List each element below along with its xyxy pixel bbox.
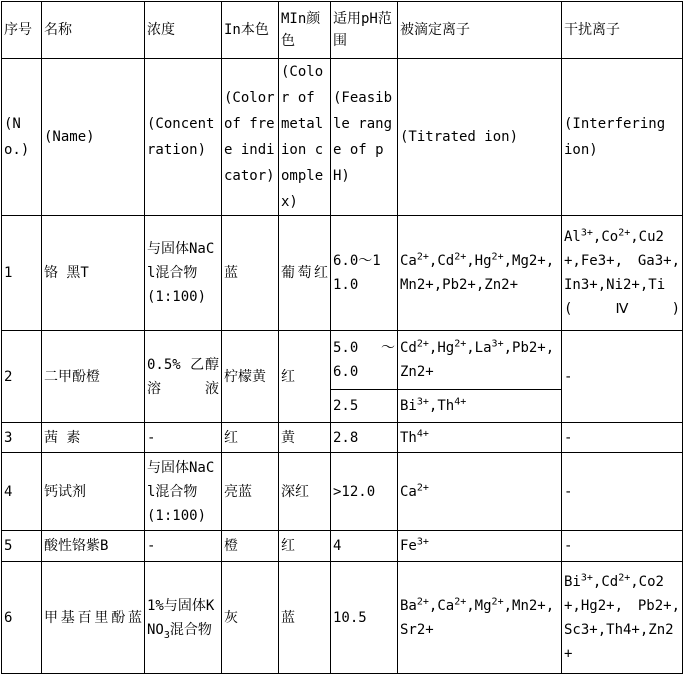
row-name: 二甲酚橙 xyxy=(42,331,145,423)
row-titrated-ions-alt: $Bi^{3+},Th^{4+}$ xyxy=(398,390,562,423)
header-name: 名称 xyxy=(42,2,145,59)
header-en-concentration: (Concentration) xyxy=(145,59,222,216)
row-interfering-ions: $Al^{3+},Co^{2+},Cu2+,Fe3+$, Ga3+,In3+,Ni2+,Ti(Ⅳ) xyxy=(562,216,683,331)
row-ph: 6.0～11.0 xyxy=(331,216,398,331)
row-interfering-ions: $Bi^{3+},Cd^{2+},Co2+,Hg2+$, Pb2+,Sc3+,Th4+,Zn2+ xyxy=(562,562,683,674)
row-no: 6 xyxy=(2,562,42,674)
row-titrated-ions: $Ba^{2+},Ca^{2+},Mg^{2+},Mn2+,Sr2+$ xyxy=(398,562,562,674)
row-indicator-color: 橙 xyxy=(222,531,279,562)
table-row xyxy=(2,531,683,562)
table-row xyxy=(2,423,683,453)
row-ph: 4 xyxy=(331,531,398,562)
header-en-ph-range: (Feasible range of pH) xyxy=(331,59,398,216)
row-name: 酸性铬紫B xyxy=(42,531,145,562)
row-concentration: 0.5% 乙醇溶液 xyxy=(145,331,222,423)
row-indicator-color: 红 xyxy=(222,423,279,453)
row-name: 茜 素 xyxy=(42,423,145,453)
row-name: 铬 黑T xyxy=(42,216,145,331)
header-titrated-ions: 被滴定离子 xyxy=(398,2,562,59)
header-no: 序号 xyxy=(2,2,42,59)
header-complex-color: MIn颜色 xyxy=(279,2,331,59)
header-row-cn xyxy=(2,2,683,59)
row-interfering-ions: - xyxy=(562,531,683,562)
table-row xyxy=(2,216,683,331)
row-concentration: - xyxy=(145,423,222,453)
row-interfering-ions: - xyxy=(562,423,683,453)
row-ph: 2.8 xyxy=(331,423,398,453)
row-indicator-color: 亮蓝 xyxy=(222,453,279,531)
row-ph: 5.0 ～6.0 xyxy=(331,331,398,390)
table-row xyxy=(2,331,683,390)
header-row-en xyxy=(2,59,683,216)
row-complex-color: 深红 xyxy=(279,453,331,531)
row-titrated-ions: $Cd^{2+},Hg^{2+},La^{3+},Pb2+,Zn2+$ xyxy=(398,331,562,390)
row-no: 1 xyxy=(2,216,42,331)
header-interfering-ions: 干扰离子 xyxy=(562,2,683,59)
row-no: 3 xyxy=(2,423,42,453)
row-titrated-ions: $Ca^{2+},Cd^{2+},Hg^{2+},Mg2+,Mn2+,Pb2+,Zn2+$ xyxy=(398,216,562,331)
row-no: 2 xyxy=(2,331,42,423)
row-no: 4 xyxy=(2,453,42,531)
row-ph-alt: 2.5 xyxy=(331,390,398,423)
row-titrated-ions: $Fe^{3+}$ xyxy=(398,531,562,562)
row-interfering-ions: - xyxy=(562,331,683,423)
table-row xyxy=(2,453,683,531)
row-concentration: 与固体NaCl混合物(1:100) xyxy=(145,216,222,331)
row-titrated-ions: $Th^{4+}$ xyxy=(398,423,562,453)
row-interfering-ions: - xyxy=(562,453,683,531)
row-concentration: 1%与固体$KNO_3$混合物 xyxy=(145,562,222,674)
header-en-no: (No.) xyxy=(2,59,42,216)
row-concentration: - xyxy=(145,531,222,562)
row-indicator-color: 灰 xyxy=(222,562,279,674)
indicator-table xyxy=(1,1,683,674)
row-complex-color: 蓝 xyxy=(279,562,331,674)
row-no: 5 xyxy=(2,531,42,562)
row-complex-color: 红 xyxy=(279,331,331,423)
header-concentration: 浓度 xyxy=(145,2,222,59)
table-row xyxy=(2,562,683,674)
row-ph: >12.0 xyxy=(331,453,398,531)
row-complex-color: 葡萄红 xyxy=(279,216,331,331)
header-en-titrated-ions: (Titrated ion) xyxy=(398,59,562,216)
row-name: 甲基百里酚蓝 xyxy=(42,562,145,674)
header-en-name: (Name) xyxy=(42,59,145,216)
row-complex-color: 红 xyxy=(279,531,331,562)
header-ph-range: 适用pH范围 xyxy=(331,2,398,59)
row-concentration: 与固体NaCl混合物(1:100) xyxy=(145,453,222,531)
row-name: 钙试剂 xyxy=(42,453,145,531)
header-indicator-color: In本色 xyxy=(222,2,279,59)
header-en-interfering-ions: (Interfering ion) xyxy=(562,59,683,216)
row-indicator-color: 蓝 xyxy=(222,216,279,331)
row-complex-color: 黄 xyxy=(279,423,331,453)
header-en-indicator-color: (Color of free indicator) xyxy=(222,59,279,216)
row-titrated-ions: $Ca^{2+}$ xyxy=(398,453,562,531)
header-en-complex-color: (Color of metal ion complex) xyxy=(279,59,331,216)
row-indicator-color: 柠檬黄 xyxy=(222,331,279,423)
row-ph: 10.5 xyxy=(331,562,398,674)
